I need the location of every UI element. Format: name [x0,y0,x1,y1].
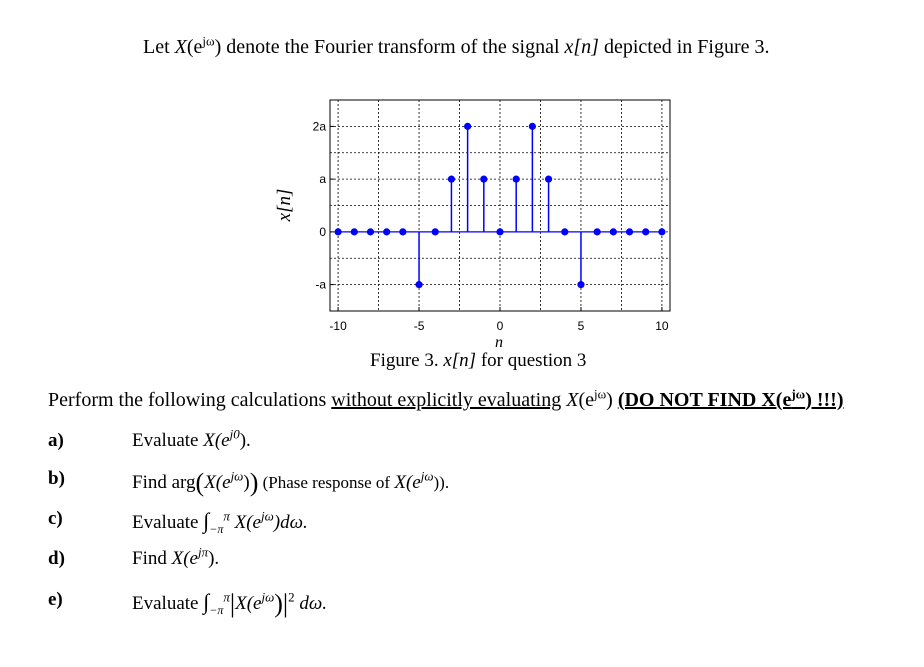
qa-X: X [203,430,215,451]
problem-statement [143,33,770,59]
intro-X: X [174,36,187,58]
caption-suffix: for question 3 [476,350,587,371]
question-e [48,589,888,619]
x-tick-label: 5 [577,319,585,333]
qb-sup2: jω [420,468,434,484]
y-tick-label: -a [315,277,326,292]
stem-marker [480,176,487,183]
x-tick-label: 0 [496,319,504,333]
qd-e: (e [183,548,198,569]
qe-e: (e [246,593,262,614]
warning-b: ) !!!) [805,389,844,411]
qc-sub: −π [209,521,224,536]
intro-jw: jω [202,33,215,49]
qc-X: X [229,512,247,533]
stem-marker [594,228,601,235]
instructions [48,386,844,412]
question-label: c) [48,508,63,529]
qd-t1: Find [132,548,172,569]
qc-t2: )dω. [273,512,308,533]
stem-marker [496,228,503,235]
question-a [48,426,888,460]
stem-marker [513,176,520,183]
intro-open: (e [186,36,203,58]
question-text [132,589,327,619]
stem-marker [658,228,665,235]
qa-t2: ). [239,430,251,451]
stem-marker [432,228,439,235]
question-text [132,468,449,498]
qb-X2: X [394,472,406,493]
intro-suffix: depicted in Figure 3. [598,36,770,58]
question-b [48,468,888,498]
stem-marker [399,228,406,235]
stem-marker [561,228,568,235]
figure-caption [370,350,586,372]
stem-plot [250,80,690,370]
intro-close: ) [214,36,222,58]
qe-bar1: | [229,589,236,618]
qe-bar2: )| [274,589,289,618]
stem-marker [367,228,374,235]
qa-e: (e [214,430,230,451]
stem-marker [642,228,649,235]
qe-sq: 2 [288,589,295,605]
instr-X: X [566,389,579,411]
qb-sup: jω [230,468,244,484]
integral-icon: ∫ [203,589,210,614]
qb-e2: (e [405,472,421,493]
qb-p3: ) [249,468,259,497]
question-d [48,544,888,578]
qa-sup: j0 [229,426,240,442]
qb-t2: (Phase response of [258,473,395,492]
question-text [132,508,308,534]
qc-e: (e [246,512,261,533]
stem-marker [610,228,617,235]
question-c [48,508,888,538]
warning-jw: jω [791,386,806,402]
qc-sup: π [223,508,230,524]
qc-t1: Evaluate [132,512,204,533]
qb-p1: ( [195,468,205,497]
qe-t1: Evaluate [132,593,204,614]
qd-sup: jπ [197,544,209,560]
question-text [132,544,220,570]
intro-middle: denote the Fourier transform of the signal [221,36,565,58]
qb-e: (e [215,472,231,493]
caption-prefix: Figure 3. [370,350,444,371]
question-label: d) [48,548,65,569]
instr-close: ) [606,389,613,411]
stem-marker [383,228,390,235]
qb-t1: Find arg [132,472,196,493]
stem-marker [545,176,552,183]
question-label: e) [48,589,63,610]
y-tick-label: 2a [312,119,326,134]
question-label: a) [48,430,64,451]
warning-a: (DO NOT FIND X(e [617,389,792,411]
instr-warning [617,386,844,411]
x-tick-label: 10 [655,319,669,333]
instr-underlined: without explicitly evaluating [331,389,562,411]
x-tick-label: -5 [413,319,425,333]
qa-t1: Evaluate [132,430,204,451]
y-tick-label: a [319,172,326,187]
qb-p2: ) [243,472,250,493]
y-axis-label: x[n] [274,188,295,222]
integral-icon: ∫ [203,508,210,533]
instr-prefix: Perform the following calculations [48,389,332,411]
qb-X: X [204,472,216,493]
question-label: b) [48,468,65,489]
qe-sup2: jω [261,589,275,605]
qd-X: X [171,548,184,569]
stem-marker [529,123,536,130]
question-text [132,426,251,452]
stem-marker [464,123,471,130]
qc-sup2: jω [261,508,274,524]
stem-marker [334,228,341,235]
stem-marker [626,228,633,235]
intro-xn: x[n] [564,36,599,58]
y-tick-label: 0 [319,224,326,239]
qd-t2: ). [208,548,220,569]
intro-prefix: Let [143,36,175,58]
qe-sub: −π [209,602,224,617]
x-tick-label: -10 [329,319,347,333]
stem-marker [577,281,584,288]
caption-x: x[n] [443,350,477,371]
qe-sup: π [223,589,230,605]
stem-marker [415,281,422,288]
qb-t3: )). [433,473,450,492]
qe-X: X [235,593,247,614]
stem-marker [351,228,358,235]
qe-t2: dω. [294,593,328,614]
stem-marker [448,176,455,183]
instr-jw: jω [593,386,607,402]
x-axis-label: n [495,334,503,351]
instr-e: (e [578,389,594,411]
